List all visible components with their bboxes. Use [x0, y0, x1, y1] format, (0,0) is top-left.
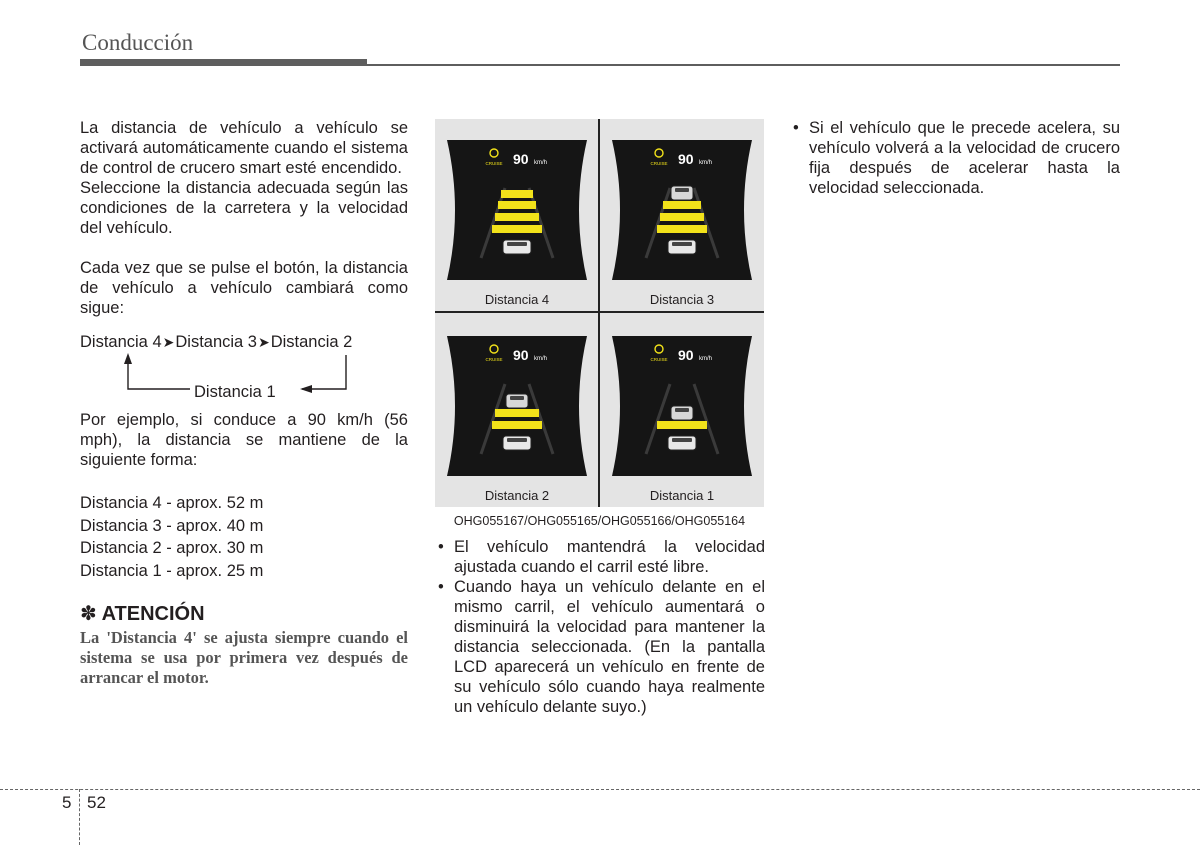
vehicle-icon — [506, 394, 528, 408]
attention-body: La 'Distancia 4' se ajusta siempre cuando el sistema se usa por primera vez después de arrancar el motor. — [80, 627, 408, 687]
example-paragraph: Por ejemplo, si conduce a 90 km/h (56 mph), la distancia se mantiene de la siguiente forma: — [80, 411, 408, 469]
vehicle-window — [507, 438, 527, 442]
distance-bar — [498, 201, 536, 209]
speed-unit: km/h — [699, 160, 713, 166]
distance-bar — [495, 213, 539, 221]
vehicle-window — [672, 438, 692, 442]
header-rule-thick — [80, 59, 367, 66]
select-paragraph: Seleccione la distancia adecuada según las condiciones de la carretera y la velocidad del vehículo. — [80, 179, 408, 237]
distance-bar — [492, 225, 542, 233]
page-number: 52 — [87, 793, 106, 812]
arrow-right-icon: ➤ — [257, 334, 270, 350]
bullet-item: • El vehículo mantendrá la velocidad ajustada cuando el carril esté libre. — [436, 537, 765, 577]
cruise-label: CRUISE — [485, 161, 503, 166]
panel-label: Distancia 2 — [484, 488, 550, 503]
panel-label: Distancia 3 — [649, 292, 715, 307]
distance-spec-list — [80, 492, 408, 583]
vehicle-icon — [671, 186, 693, 200]
vehicle-window — [672, 242, 692, 246]
panel-distance-1 — [600, 315, 764, 507]
cycle-step-2: Distancia 2 — [270, 333, 353, 351]
right-bullets — [791, 118, 1120, 198]
spec-item: Distancia 1 - aprox. 25 m — [80, 562, 264, 581]
vehicle-window — [675, 408, 689, 412]
panel-distance-4 — [435, 119, 599, 311]
figure-divider-horizontal — [435, 311, 764, 313]
attention-heading: ✽ ATENCIÓN — [80, 602, 205, 625]
speed-unit: km/h — [534, 160, 548, 166]
vehicle-icon — [503, 240, 531, 254]
distance-display-figure — [435, 119, 764, 507]
middle-bullets — [436, 537, 765, 717]
press-paragraph: Cada vez que se pulse el botón, la distancia de vehículo a vehículo cambiará como sigue: — [80, 259, 408, 317]
intro-paragraph: La distancia de vehículo a vehículo se activará automáticamente cuando el sistema de control de crucero smart esté encendido. — [80, 119, 408, 177]
bullet-item: • Si el vehículo que le precede acelera, su vehículo volverá a la velocidad de crucero fija después de acelerar hasta la velocidad seleccionada. — [791, 118, 1120, 198]
distance-bar — [663, 201, 701, 209]
cycle-step-1: Distancia 1 — [194, 383, 276, 401]
panel-label: Distancia 4 — [484, 292, 550, 307]
vehicle-icon — [671, 406, 693, 420]
footer-divider — [79, 789, 80, 845]
distance-bar — [501, 190, 533, 198]
speed-value: 90 — [678, 347, 694, 363]
spec-item: Distancia 4 - aprox. 52 m — [80, 494, 264, 512]
speed-unit: km/h — [534, 356, 548, 362]
panel-distance-3 — [600, 119, 764, 311]
vehicle-icon — [503, 436, 531, 450]
vehicle-window — [510, 396, 524, 400]
figure-caption: OHG055167/OHG055165/OHG055166/OHG055164 — [453, 514, 746, 528]
cruise-label: CRUISE — [485, 357, 503, 362]
section-number: 5 — [62, 793, 72, 812]
vehicle-window — [675, 188, 689, 192]
cycle-step-4: Distancia 4 — [80, 333, 162, 351]
cruise-label: CRUISE — [650, 357, 668, 362]
lcd-display — [447, 140, 587, 280]
speed-value: 90 — [513, 347, 529, 363]
distance-bar — [495, 409, 539, 417]
speed-value: 90 — [513, 151, 529, 167]
lcd-display — [612, 336, 752, 476]
left-column — [80, 118, 408, 688]
panel-label: Distancia 1 — [649, 488, 715, 503]
lcd-display — [612, 140, 752, 280]
spec-item: Distancia 3 - aprox. 40 m — [80, 516, 264, 535]
spec-item: Distancia 2 - aprox. 30 m — [80, 539, 264, 558]
footer-rule — [0, 789, 1200, 790]
vehicle-icon — [668, 436, 696, 450]
cruise-label: CRUISE — [650, 161, 668, 166]
lcd-display — [447, 336, 587, 476]
speed-unit: km/h — [699, 356, 713, 362]
figure-divider-vertical — [598, 119, 600, 507]
distance-bar — [660, 213, 704, 221]
vehicle-icon — [668, 240, 696, 254]
arrow-right-icon: ➤ — [162, 334, 175, 350]
bullet-item: • Cuando haya un vehículo delante en el mismo carril, el vehículo aumentará o disminuirá la velocidad para mantener la distancia seleccionada. (En la pantalla LCD aparecerá un vehículo en frente de su vehículo sólo cuando haya realmente un vehículo delante suyo.) — [436, 577, 765, 717]
distance-bar — [492, 421, 542, 429]
header-rule-thin — [367, 64, 1120, 66]
distance-bar — [657, 421, 707, 429]
distance-bar — [657, 225, 707, 233]
distance-cycle-diagram — [80, 328, 408, 401]
page-title: Conducción — [82, 30, 194, 55]
cycle-step-3: Distancia 3 — [175, 333, 257, 351]
speed-value: 90 — [678, 151, 694, 167]
vehicle-window — [507, 242, 527, 246]
panel-distance-2 — [435, 315, 599, 507]
